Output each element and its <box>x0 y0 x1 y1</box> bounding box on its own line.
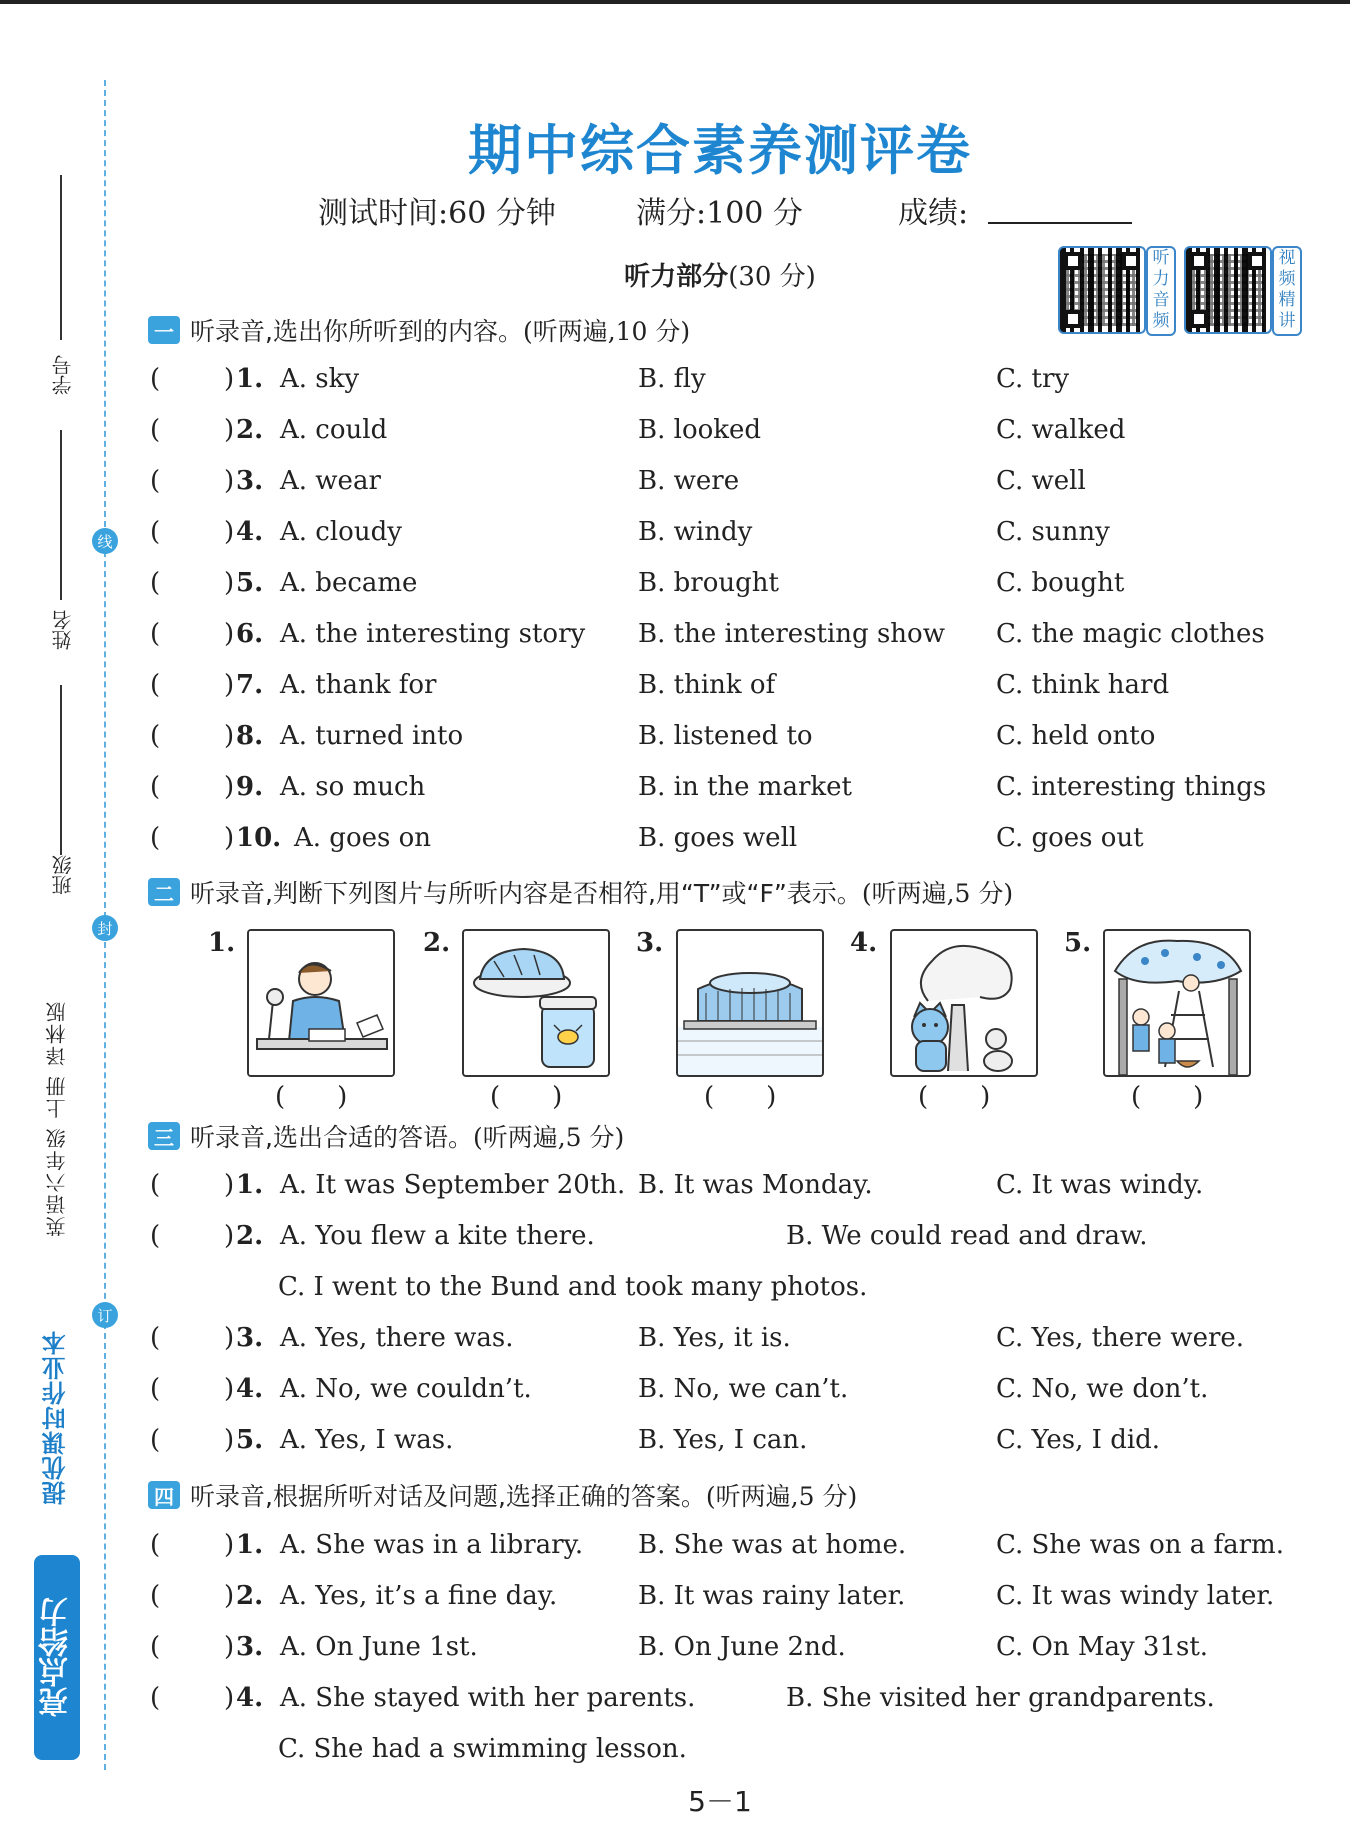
bread-honey-illustration <box>464 931 608 1075</box>
option-a: A. thank for <box>280 670 437 700</box>
section-instruction: 听录音,选出合适的答语。 <box>190 1123 473 1152</box>
question-number: 6. <box>236 619 264 649</box>
answer-paren-open[interactable]: ( <box>150 364 161 394</box>
question-number: 8. <box>236 721 264 751</box>
option-a: A. She was in a library. <box>280 1530 584 1560</box>
option-c: C. She was on a farm. <box>996 1530 1284 1560</box>
option-b: B. On June 2nd. <box>638 1632 846 1662</box>
question-number: 3. <box>236 466 264 496</box>
answer-paren-open[interactable]: ( <box>150 1581 161 1611</box>
part-title-text: 听力部分 <box>624 262 729 292</box>
answer-paren-open[interactable]: ( <box>150 670 161 700</box>
video-qr-code[interactable] <box>1184 246 1272 334</box>
option-b: B. the interesting show <box>638 619 945 649</box>
name-label: 姓名 <box>51 610 75 650</box>
option-b: B. We could read and draw. <box>786 1221 1148 1251</box>
class-underline <box>60 685 62 855</box>
option-c: C. On May 31st. <box>996 1632 1209 1662</box>
option-c: C. held onto <box>996 721 1156 751</box>
section-4-heading <box>148 1477 857 1513</box>
option-c: C. Yes, there were. <box>996 1323 1245 1353</box>
picture-number: 5. <box>1064 928 1092 958</box>
answer-paren-open[interactable]: ( <box>150 1170 161 1200</box>
option-a: A. sky <box>280 364 360 394</box>
question-number: 1. <box>236 1530 264 1560</box>
qr-finder <box>1190 310 1208 328</box>
option-b: B. goes well <box>638 823 798 853</box>
option-a: A. Yes, there was. <box>280 1323 514 1353</box>
page-number: 5－1 <box>688 1785 752 1818</box>
question-number: 5. <box>236 1425 264 1455</box>
option-c: C. the magic clothes <box>996 619 1265 649</box>
audio-qr-code[interactable] <box>1058 246 1146 334</box>
option-c: C. She had a swimming lesson. <box>278 1734 687 1764</box>
option-c: C. Yes, I did. <box>996 1425 1161 1455</box>
option-b: B. She was at home. <box>638 1530 907 1560</box>
answer-parens[interactable]: ( ) <box>918 1082 991 1112</box>
question-number: 3. <box>236 1323 264 1353</box>
option-a: A. could <box>280 415 388 445</box>
section-badge: 三 <box>148 1122 180 1150</box>
museum-illustration <box>678 931 822 1075</box>
question-number: 2. <box>236 1221 264 1251</box>
option-a: A. Yes, it’s a fine day. <box>280 1581 558 1611</box>
video-qr-label: 视频精讲 <box>1272 246 1302 336</box>
student-id-label: 学号 <box>51 355 75 395</box>
option-c: C. try <box>996 364 1070 394</box>
book-info: 英语六年级 上册 译林版 <box>45 1000 69 1237</box>
picture-number: 1. <box>208 928 236 958</box>
option-b: B. It was Monday. <box>638 1170 873 1200</box>
picture-bread-and-honey <box>462 929 610 1077</box>
option-c: C. well <box>996 466 1086 496</box>
answer-paren-open[interactable]: ( <box>150 721 161 751</box>
answer-paren-close: ) <box>224 670 235 700</box>
section-3-heading <box>148 1118 624 1154</box>
option-a: A. turned into <box>280 721 464 751</box>
answer-paren-open[interactable]: ( <box>150 1683 161 1713</box>
option-a: A. Yes, I was. <box>280 1425 454 1455</box>
answer-paren-close: ) <box>224 517 235 547</box>
section-1-heading <box>148 312 690 348</box>
option-a: A. No, we couldn’t. <box>280 1374 532 1404</box>
question-number: 1. <box>236 364 264 394</box>
option-c: C. No, we don’t. <box>996 1374 1209 1404</box>
option-b: B. She visited her grandparents. <box>786 1683 1215 1713</box>
answer-parens[interactable]: ( ) <box>704 1082 777 1112</box>
picture-museum-building <box>676 929 824 1077</box>
class-label: 班级 <box>51 855 75 895</box>
answer-paren-close: ) <box>224 1374 235 1404</box>
apple-picking-illustration <box>1105 931 1249 1075</box>
question-number: 10. <box>236 823 282 853</box>
answer-parens[interactable]: ( ) <box>1131 1082 1204 1112</box>
option-c: C. think hard <box>996 670 1170 700</box>
audio-qr-label: 听力音频 <box>1146 246 1176 336</box>
option-a: A. wear <box>280 466 381 496</box>
option-b: B. fly <box>638 364 706 394</box>
question-number: 1. <box>236 1170 264 1200</box>
option-c: C. I went to the Bund and took many photos. <box>278 1272 868 1302</box>
section-badge: 四 <box>148 1481 180 1509</box>
answer-paren-open[interactable]: ( <box>150 619 161 649</box>
question-number: 7. <box>236 670 264 700</box>
option-b: B. windy <box>638 517 753 547</box>
option-a: A. became <box>280 568 418 598</box>
section-instruction: 听录音,判断下列图片与所听内容是否相符,用“T”或“F”表示。 <box>190 879 862 908</box>
picture-kids-picking-apples <box>1103 929 1251 1077</box>
option-a: A. goes on <box>294 823 431 853</box>
answer-paren-open[interactable]: ( <box>150 1374 161 1404</box>
answer-paren-close: ) <box>224 1425 235 1455</box>
section-instruction: 听录音,选出你所听到的内容。 <box>190 317 523 346</box>
answer-paren-close: ) <box>224 772 235 802</box>
answer-parens[interactable]: ( ) <box>490 1082 563 1112</box>
option-c: C. It was windy later. <box>996 1581 1275 1611</box>
time-limit: 测试时间:60 分钟 <box>318 196 556 231</box>
option-b: B. It was rainy later. <box>638 1581 906 1611</box>
option-c: C. sunny <box>996 517 1110 547</box>
full-score: 满分:100 分 <box>636 196 803 231</box>
answer-paren-open[interactable]: ( <box>150 772 161 802</box>
answer-paren-close: ) <box>224 415 235 445</box>
section-2-heading <box>148 874 1013 910</box>
option-a: A. You flew a kite there. <box>280 1221 595 1251</box>
section-note: (听两遍,5 分) <box>861 879 1014 908</box>
seal-mark: 封 <box>92 915 118 941</box>
answer-paren-close: ) <box>224 568 235 598</box>
section-note: (听两遍,10 分) <box>522 317 691 346</box>
section-badge: 一 <box>148 316 180 344</box>
answer-paren-close: ) <box>224 1530 235 1560</box>
option-b: B. Yes, it is. <box>638 1323 791 1353</box>
answer-paren-open[interactable]: ( <box>150 466 161 496</box>
brand-logo: 亮点给力 <box>34 1555 80 1760</box>
qr-finder <box>1064 310 1082 328</box>
question-number: 4. <box>236 1683 264 1713</box>
picture-number: 3. <box>636 928 664 958</box>
answer-paren-close: ) <box>224 1683 235 1713</box>
bind-mark: 订 <box>92 1302 118 1328</box>
answer-paren-close: ) <box>224 1221 235 1251</box>
qr-finder <box>1122 252 1140 270</box>
answer-paren-close: ) <box>224 619 235 649</box>
qr-finder <box>1064 252 1082 270</box>
question-number: 9. <box>236 772 264 802</box>
question-number: 3. <box>236 1632 264 1662</box>
exam-title: 期中综合素养测评卷 <box>468 119 972 182</box>
score-label: 成绩: <box>898 196 969 231</box>
answer-paren-open[interactable]: ( <box>150 1530 161 1560</box>
picture-cat-and-mouse <box>890 929 1038 1077</box>
qr-finder <box>1190 252 1208 270</box>
answer-paren-open[interactable]: ( <box>150 415 161 445</box>
answer-paren-open[interactable]: ( <box>150 1425 161 1455</box>
answer-paren-open[interactable]: ( <box>150 823 161 853</box>
option-c: C. It was windy. <box>996 1170 1204 1200</box>
option-b: B. brought <box>638 568 779 598</box>
picture-boy-at-desk <box>247 929 395 1077</box>
option-c: C. interesting things <box>996 772 1267 802</box>
option-a: A. so much <box>280 772 426 802</box>
option-a: A. On June 1st. <box>280 1632 478 1662</box>
part-points: (30 分) <box>728 262 816 292</box>
score-blank[interactable] <box>988 222 1132 224</box>
option-b: B. listened to <box>638 721 813 751</box>
section-note: (听两遍,5 分) <box>472 1123 625 1152</box>
answer-paren-open[interactable]: ( <box>150 1632 161 1662</box>
cat-mouse-illustration <box>892 931 1036 1075</box>
qr-finder <box>1248 252 1266 270</box>
line-mark: 线 <box>92 528 118 554</box>
answer-paren-open[interactable]: ( <box>150 568 161 598</box>
question-number: 2. <box>236 415 264 445</box>
option-b: B. No, we can’t. <box>638 1374 849 1404</box>
question-number: 2. <box>236 1581 264 1611</box>
option-b: B. were <box>638 466 740 496</box>
section-note: (听两遍,5 分) <box>705 1482 858 1511</box>
answer-paren-open[interactable]: ( <box>150 1221 161 1251</box>
answer-parens[interactable]: ( ) <box>275 1082 348 1112</box>
section-badge: 二 <box>148 878 180 906</box>
brand-text: 提优课时作业本 <box>42 1330 70 1505</box>
question-number: 5. <box>236 568 264 598</box>
option-b: B. looked <box>638 415 762 445</box>
question-number: 4. <box>236 1374 264 1404</box>
page-top-edge <box>0 0 1350 4</box>
section-instruction: 听录音,根据所听对话及问题,选择正确的答案。 <box>190 1482 706 1511</box>
picture-number: 4. <box>850 928 878 958</box>
name-underline <box>60 430 62 600</box>
option-c: C. walked <box>996 415 1126 445</box>
answer-paren-open[interactable]: ( <box>150 1323 161 1353</box>
answer-paren-close: ) <box>224 1170 235 1200</box>
boy-at-desk-illustration <box>249 931 393 1075</box>
answer-paren-close: ) <box>224 364 235 394</box>
answer-paren-close: ) <box>224 466 235 496</box>
option-a: A. cloudy <box>280 517 402 547</box>
option-b: B. Yes, I can. <box>638 1425 808 1455</box>
answer-paren-close: ) <box>224 1581 235 1611</box>
option-a: A. It was September 20th. <box>280 1170 626 1200</box>
option-b: B. think of <box>638 670 776 700</box>
answer-paren-close: ) <box>224 1323 235 1353</box>
question-number: 4. <box>236 517 264 547</box>
option-a: A. the interesting story <box>280 619 586 649</box>
answer-paren-open[interactable]: ( <box>150 517 161 547</box>
answer-paren-close: ) <box>224 721 235 751</box>
answer-paren-close: ) <box>224 1632 235 1662</box>
picture-number: 2. <box>423 928 451 958</box>
option-a: A. She stayed with her parents. <box>280 1683 696 1713</box>
option-b: B. in the market <box>638 772 852 802</box>
option-c: C. bought <box>996 568 1125 598</box>
answer-paren-close: ) <box>224 823 235 853</box>
option-c: C. goes out <box>996 823 1144 853</box>
